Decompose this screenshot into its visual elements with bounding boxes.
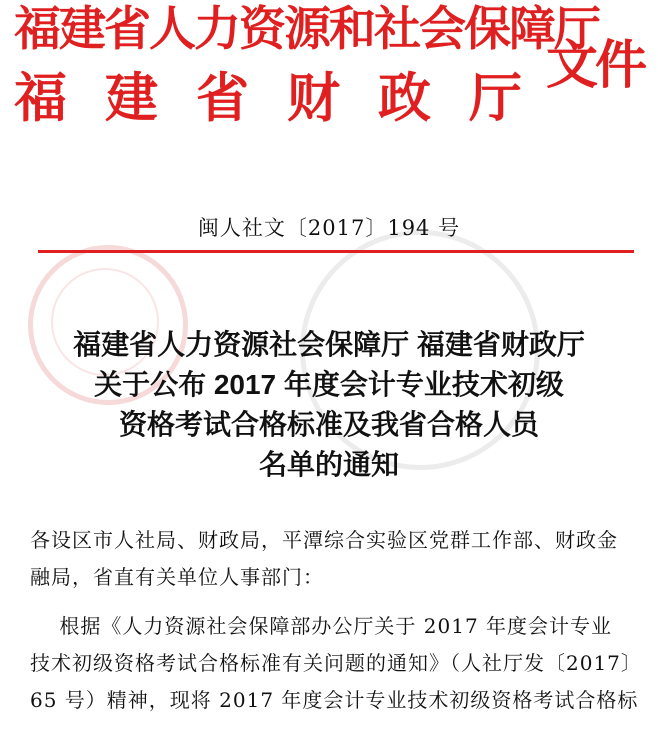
body-line: 65 号）精神，现将 2017 年度会计专业技术初级资格考试合格标 <box>30 688 639 712</box>
title-line: 名单的通知 <box>258 449 399 480</box>
document-number: 闽人社文〔2017〕194 号 <box>197 216 461 240</box>
body-line: 根据《人力资源社会保障部办公厅关于 2017 年度会计专业 <box>30 614 613 638</box>
issuer-header-line-2: 福建省财政厅 <box>14 67 560 129</box>
body-paragraph <box>30 608 640 719</box>
header-divider-line <box>38 250 634 253</box>
document-title <box>0 325 658 485</box>
document-type-label: 文件 <box>546 35 645 96</box>
body-line: 各设区市人社局、财政局，平潭综合实验区党群工作部、财政金 <box>30 528 618 552</box>
title-line: 福建省人力资源社会保障厅 福建省财政厅 <box>73 329 585 360</box>
addressee-paragraph <box>30 522 640 596</box>
title-line: 关于公布 2017 年度会计专业技术初级 <box>94 369 564 400</box>
body-line: 融局，省直有关单位人事部门： <box>30 565 324 589</box>
issuer-header-line-1: 福建省人力资源和社会保障厅 <box>14 2 599 57</box>
body-line: 技术初级资格考试合格标准有关问题的通知》（人社厅发〔2017〕 <box>30 651 642 675</box>
bleed-through-text <box>120 150 136 171</box>
title-line: 资格考试合格标准及我省合格人员 <box>118 409 539 440</box>
